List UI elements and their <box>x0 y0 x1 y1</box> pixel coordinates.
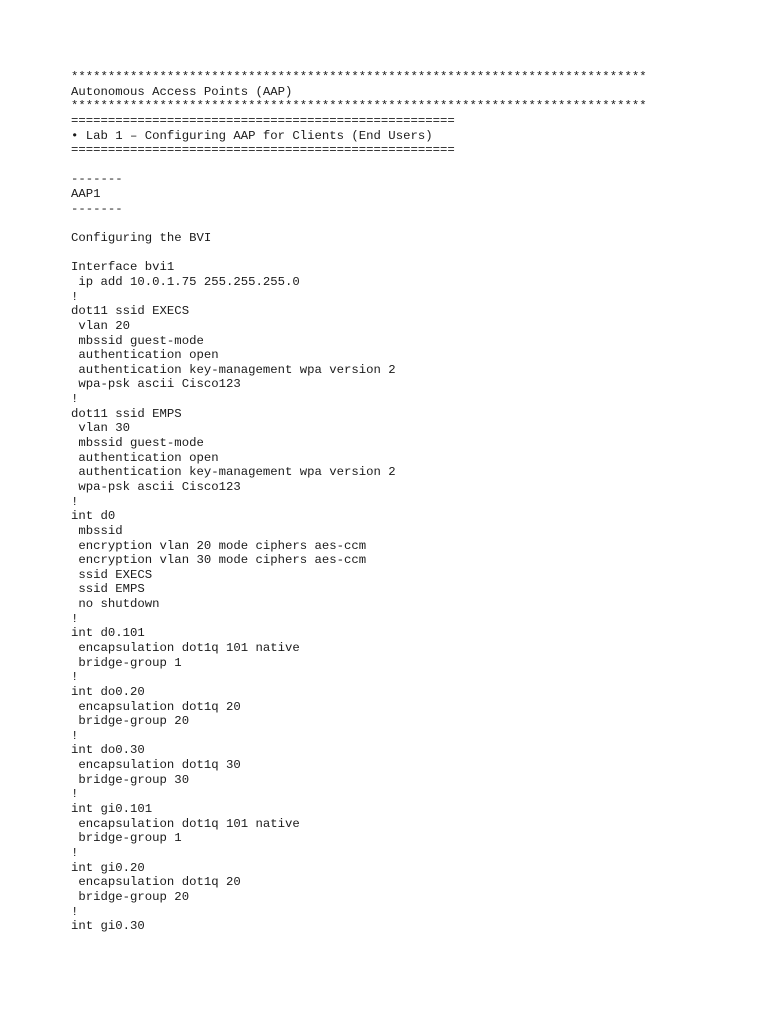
config-line: encryption vlan 20 mode ciphers aes-ccm <box>71 538 367 553</box>
blank-line <box>71 246 731 261</box>
document-page <box>71 70 731 934</box>
header-asterisk-rule: ****************************************************************************** <box>71 99 647 114</box>
section-heading: Configuring the BVI <box>71 231 212 246</box>
config-line: mbssid guest-mode <box>71 436 204 451</box>
config-line: int d0 <box>71 509 116 524</box>
config-line: no shutdown <box>71 597 160 612</box>
config-line: dot11 ssid EMPS <box>71 406 182 421</box>
config-line: vlan 20 <box>71 318 131 333</box>
config-line: mbssid guest-mode <box>71 333 204 348</box>
config-separator: ! <box>71 392 79 407</box>
config-line: int gi0.20 <box>71 860 145 875</box>
config-line: encapsulation dot1q 20 <box>71 699 241 714</box>
config-line: authentication key-management wpa version 2 <box>71 362 396 377</box>
config-line: bridge-group 30 <box>71 772 190 787</box>
device-dash-rule: ------- <box>71 172 123 187</box>
config-separator: ! <box>71 728 79 743</box>
config-line: encapsulation dot1q 101 native <box>71 816 300 831</box>
config-separator: ! <box>71 904 79 919</box>
config-line: authentication key-management wpa version 2 <box>71 465 396 480</box>
config-separator: ! <box>71 289 79 304</box>
config-line: Interface bvi1 <box>71 260 175 275</box>
document-title: Autonomous Access Points (AAP) <box>71 84 293 99</box>
device-dash-rule: ------- <box>71 201 123 216</box>
config-line: authentication open <box>71 450 219 465</box>
config-line: mbssid <box>71 523 123 538</box>
config-line: ssid EXECS <box>71 567 153 582</box>
config-separator: ! <box>71 611 79 626</box>
lab-equals-rule: ==================================================== <box>71 143 455 158</box>
config-line: ssid EMPS <box>71 582 145 597</box>
config-line: bridge-group 1 <box>71 655 182 670</box>
config-line: bridge-group 1 <box>71 831 182 846</box>
config-separator: ! <box>71 494 79 509</box>
config-line: dot11 ssid EXECS <box>71 304 190 319</box>
config-line: int gi0.30 <box>71 919 145 934</box>
config-separator: ! <box>71 670 79 685</box>
config-line: int d0.101 <box>71 626 145 641</box>
config-line: encapsulation dot1q 101 native <box>71 640 300 655</box>
lab-heading: • Lab 1 – Configuring AAP for Clients (End Users) <box>71 128 433 143</box>
config-line: bridge-group 20 <box>71 714 190 729</box>
config-line: wpa-psk ascii Cisco123 <box>71 377 241 392</box>
blank-line <box>71 158 731 173</box>
device-heading: AAP1 <box>71 187 101 202</box>
config-line: int do0.20 <box>71 684 145 699</box>
config-line: encapsulation dot1q 20 <box>71 875 241 890</box>
config-line: wpa-psk ascii Cisco123 <box>71 479 241 494</box>
config-separator: ! <box>71 787 79 802</box>
config-line: encapsulation dot1q 30 <box>71 758 241 773</box>
config-separator: ! <box>71 845 79 860</box>
config-line: ip add 10.0.1.75 255.255.255.0 <box>71 274 300 289</box>
config-line: encryption vlan 30 mode ciphers aes-ccm <box>71 553 367 568</box>
lab-equals-rule: ==================================================== <box>71 113 455 128</box>
config-line: authentication open <box>71 348 219 363</box>
config-line: bridge-group 20 <box>71 889 190 904</box>
blank-line <box>71 216 731 231</box>
header-asterisk-rule: ****************************************************************************** <box>71 70 647 84</box>
config-line: int do0.30 <box>71 743 145 758</box>
config-line: vlan 30 <box>71 421 131 436</box>
config-line: int gi0.101 <box>71 802 153 817</box>
